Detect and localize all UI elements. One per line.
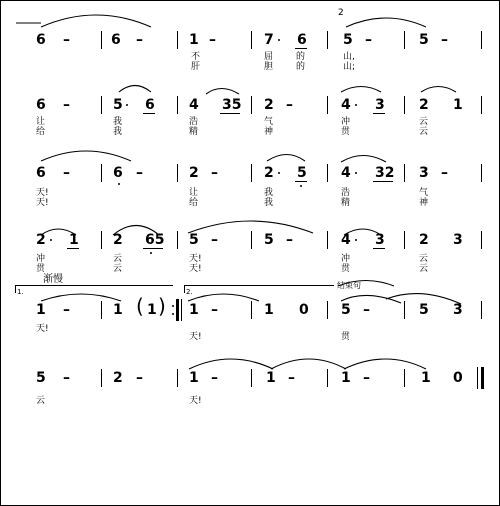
note: 4 [341, 165, 351, 181]
dash: – [288, 370, 295, 386]
note: 4 [341, 97, 351, 113]
note: 3 [375, 97, 385, 113]
note: 5 [113, 97, 123, 113]
barline [101, 231, 102, 249]
lyric: 神 [264, 127, 274, 137]
dash: – [63, 165, 70, 181]
note: 5 [264, 232, 274, 248]
lyric: 云 [36, 396, 46, 406]
note: 32 [375, 165, 395, 181]
lyric: 贯 [341, 332, 351, 342]
lyric: 天! [189, 332, 202, 342]
note: 65 [145, 232, 165, 248]
lyric: 给 [36, 127, 46, 137]
dash: – [286, 232, 293, 248]
coda-marking: 结束句 [337, 281, 361, 290]
note: 5 [343, 32, 353, 48]
note: 1 [189, 302, 199, 318]
note: 2 [36, 232, 46, 248]
lyric: 天! [36, 198, 49, 208]
note: 5 [36, 370, 46, 386]
barline [327, 369, 328, 387]
dash: – [136, 165, 143, 181]
lyric: 山, [343, 52, 355, 62]
lyric: 不 [191, 52, 201, 62]
barline [251, 231, 252, 249]
note: 1 [189, 370, 199, 386]
paren-open: ( [136, 294, 144, 318]
tie-arc [188, 294, 259, 301]
note: 5 [419, 32, 429, 48]
slur-arc [119, 86, 151, 93]
lyric: 我 [264, 188, 274, 198]
lyric: 我 [264, 198, 274, 208]
lyric: 气 [264, 117, 274, 127]
note: 5 [189, 232, 199, 248]
note: 4 [341, 232, 351, 248]
lyric: 胆 [264, 62, 274, 72]
note: 35 [222, 97, 242, 113]
volta-1-label: 1. [17, 288, 24, 296]
low-octave-dot [118, 183, 120, 185]
slur-arc [341, 87, 381, 93]
note: 5 [341, 302, 351, 318]
lyric: 云 [419, 264, 429, 274]
volta-1-bracket-end [15, 285, 16, 293]
lyric: 贯 [36, 264, 46, 274]
note: 1 [264, 302, 274, 318]
repeat-barline-thin [181, 299, 182, 321]
barline [177, 164, 178, 182]
barline [101, 31, 102, 49]
note: 6 [297, 32, 307, 48]
note: 6 [36, 97, 46, 113]
lyric: 云 [113, 254, 123, 264]
note: 2 [113, 232, 123, 248]
dash: – [365, 32, 372, 48]
note: 2 [113, 370, 123, 386]
slurs-layer [1, 1, 499, 505]
barline [404, 96, 405, 114]
fermata-mark: 2 [338, 8, 344, 18]
note: 2 [419, 232, 429, 248]
barline [327, 164, 328, 182]
underline [143, 113, 155, 114]
barline [404, 301, 405, 319]
lyric: 云 [419, 127, 429, 137]
lyric: 天! [189, 264, 202, 274]
lyric: 我 [113, 127, 123, 137]
note: 0 [453, 370, 463, 386]
note: 5 [297, 165, 307, 181]
underline [220, 113, 240, 114]
note: 1 [36, 302, 46, 318]
barline [481, 231, 482, 249]
tie-arc [346, 18, 426, 27]
lyric: 云 [419, 117, 429, 127]
tie-arc [271, 359, 346, 369]
lyric: 天! [189, 396, 202, 406]
dash: – [441, 165, 448, 181]
barline [404, 369, 405, 387]
dash: – [63, 97, 70, 113]
dash: – [286, 97, 293, 113]
note: 6 [36, 165, 46, 181]
tie-arc [189, 359, 273, 369]
underline [373, 113, 385, 114]
tie-arc [344, 359, 426, 369]
dim-marking: 渐慢 [43, 274, 63, 285]
note: 3 [453, 302, 463, 318]
barline [177, 31, 178, 49]
note: 1 [266, 370, 276, 386]
lyric: 云 [113, 264, 123, 274]
lyric: 浩 [189, 117, 199, 127]
lyric: 的 [296, 62, 306, 72]
lyric: 我 [113, 117, 123, 127]
barline [327, 31, 328, 49]
lyric: 精 [189, 127, 199, 137]
underline [67, 248, 79, 249]
dash: – [211, 232, 218, 248]
lyric: 神 [419, 198, 429, 208]
volta-2-bracket [184, 285, 334, 286]
barline [101, 164, 102, 182]
lyric: 肝 [191, 62, 201, 72]
slur-arc [267, 155, 305, 162]
barline [101, 301, 102, 319]
note: 3 [419, 165, 429, 181]
dash: – [209, 32, 216, 48]
dash: – [363, 370, 370, 386]
barline [177, 369, 178, 387]
note: 2 [264, 97, 274, 113]
dash: – [441, 32, 448, 48]
lyric: 精 [341, 198, 351, 208]
dash: – [136, 32, 143, 48]
note: 6 [111, 32, 121, 48]
low-octave-dot [300, 185, 302, 187]
lyric: 天! [36, 324, 49, 334]
dash: – [211, 165, 218, 181]
repeat-barline [176, 299, 179, 321]
dash: – [363, 302, 370, 318]
barline [251, 369, 252, 387]
final-barline-thick [481, 367, 484, 389]
lyric: 让 [189, 188, 199, 198]
dotted-rhythm-dot [355, 104, 357, 106]
barline [327, 231, 328, 249]
underline [373, 248, 385, 249]
underline [295, 48, 307, 49]
barline [404, 164, 405, 182]
underline [143, 248, 163, 249]
lyric: 山; [343, 62, 356, 72]
underline [295, 181, 307, 182]
repeat-dot [172, 305, 174, 307]
lyric: 云 [419, 254, 429, 264]
note: 6 [36, 32, 46, 48]
dotted-rhythm-dot [278, 39, 280, 41]
repeat-dot [172, 313, 174, 315]
note: 1 [147, 302, 157, 318]
dash: – [63, 302, 70, 318]
barline [481, 31, 482, 49]
barline [327, 301, 328, 319]
note: 2 [419, 97, 429, 113]
lyric: 冲 [36, 254, 46, 264]
lyric: 冲 [341, 117, 351, 127]
lyric: 天! [36, 188, 49, 198]
note: 6 [113, 165, 123, 181]
barline [177, 231, 178, 249]
slur-arc [421, 87, 456, 93]
barline [404, 231, 405, 249]
paren-close: ) [158, 294, 166, 318]
final-barline-thin [477, 367, 478, 389]
dash: – [136, 370, 143, 386]
underline [373, 181, 393, 182]
dash: – [63, 370, 70, 386]
note: 3 [453, 232, 463, 248]
note: 2 [264, 165, 274, 181]
note: 0 [299, 302, 309, 318]
lyric: 冲 [341, 254, 351, 264]
note: 1 [113, 302, 123, 318]
volta-2-label: 2. [186, 288, 193, 296]
note: 1 [421, 370, 431, 386]
slur-arc [341, 156, 386, 163]
dotted-rhythm-dot [126, 104, 128, 106]
dash: – [63, 32, 70, 48]
note: 3 [375, 232, 385, 248]
note: 1 [341, 370, 351, 386]
barline [481, 301, 482, 319]
lyric: 给 [189, 198, 199, 208]
note: 4 [189, 97, 199, 113]
barline [251, 164, 252, 182]
dotted-rhythm-dot [50, 239, 52, 241]
lyric: 贯 [341, 127, 351, 137]
tie-arc [41, 294, 121, 301]
slur-arc [206, 89, 239, 95]
note: 1 [453, 97, 463, 113]
note: 2 [189, 165, 199, 181]
note: 5 [419, 302, 429, 318]
barline [404, 31, 405, 49]
dash: – [211, 302, 218, 318]
barline [101, 369, 102, 387]
lyric: 浩 [341, 188, 351, 198]
dotted-rhythm-dot [355, 172, 357, 174]
barline [481, 164, 482, 182]
barline [101, 96, 102, 114]
lyric: 气 [419, 188, 429, 198]
note: 7 [264, 32, 274, 48]
low-octave-dot [150, 252, 152, 254]
barline [251, 96, 252, 114]
tie-arc [41, 15, 151, 27]
lyric: 让 [36, 117, 46, 127]
note: 6 [145, 97, 155, 113]
dotted-rhythm-dot [278, 172, 280, 174]
lyric: 天! [189, 254, 202, 264]
dash: – [211, 370, 218, 386]
volta-2-bracket-end [184, 285, 185, 293]
barline [251, 31, 252, 49]
tie-arc [41, 151, 131, 161]
volta-1-bracket [15, 285, 173, 286]
note: 1 [69, 232, 79, 248]
barline [481, 96, 482, 114]
barline [327, 96, 328, 114]
note: 1 [189, 32, 199, 48]
lyric: 屈 [264, 52, 274, 62]
barline [251, 301, 252, 319]
barline [177, 96, 178, 114]
dotted-rhythm-dot [355, 239, 357, 241]
lyric: 的 [296, 52, 306, 62]
lyric: 贯 [341, 264, 351, 274]
